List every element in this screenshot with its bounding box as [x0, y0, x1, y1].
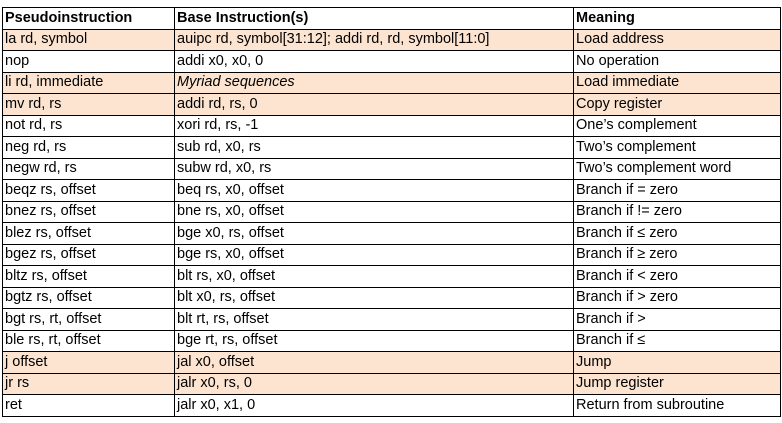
meaning-cell: Branch if ≤	[574, 330, 781, 352]
header-meaning: Meaning	[574, 8, 781, 30]
meaning-cell: Branch if > zero	[574, 287, 781, 309]
table-row	[3, 158, 781, 180]
table-row	[3, 51, 781, 73]
pseudoinstruction-cell: mv rd, rs	[3, 94, 175, 116]
meaning-cell: Copy register	[574, 94, 781, 116]
meaning-cell: Branch if ≥ zero	[574, 244, 781, 266]
base-instruction-cell: blt x0, rs, offset	[175, 287, 574, 309]
meaning-cell: Jump register	[574, 373, 781, 395]
pseudoinstruction-cell: neg rd, rs	[3, 137, 175, 159]
meaning-cell: Jump	[574, 352, 781, 374]
table-row	[3, 330, 781, 352]
base-instruction-cell: auipc rd, symbol[31:12]; addi rd, rd, symbol[11:0]	[175, 29, 574, 51]
meaning-cell: Branch if != zero	[574, 201, 781, 223]
table-row	[3, 287, 781, 309]
base-instruction-cell: bge x0, rs, offset	[175, 223, 574, 245]
header-pseudoinstruction: Pseudoinstruction	[3, 8, 175, 30]
pseudoinstruction-cell: bgtz rs, offset	[3, 287, 175, 309]
base-instruction-cell: bge rs, x0, offset	[175, 244, 574, 266]
table-row	[3, 137, 781, 159]
table-row	[3, 29, 781, 51]
table-row	[3, 352, 781, 374]
table-row	[3, 94, 781, 116]
pseudoinstruction-cell: negw rd, rs	[3, 158, 175, 180]
base-instruction-cell: blt rs, x0, offset	[175, 266, 574, 288]
base-instruction-cell: addi x0, x0, 0	[175, 51, 574, 73]
pseudoinstruction-cell: bgez rs, offset	[3, 244, 175, 266]
pseudoinstruction-cell: bgt rs, rt, offset	[3, 309, 175, 331]
table-row	[3, 266, 781, 288]
meaning-cell: Branch if = zero	[574, 180, 781, 202]
base-instruction-cell: blt rt, rs, offset	[175, 309, 574, 331]
header-row	[3, 8, 781, 30]
table-row	[3, 201, 781, 223]
base-instruction-cell: xori rd, rs, -1	[175, 115, 574, 137]
meaning-cell: Branch if ≤ zero	[574, 223, 781, 245]
base-instruction-cell: addi rd, rs, 0	[175, 94, 574, 116]
pseudoinstruction-cell: beqz rs, offset	[3, 180, 175, 202]
table-row	[3, 373, 781, 395]
pseudoinstruction-cell: jr rs	[3, 373, 175, 395]
base-instruction-cell: jalr x0, x1, 0	[175, 395, 574, 417]
pseudoinstruction-table	[2, 7, 781, 417]
table-container	[2, 7, 781, 417]
meaning-cell: Load address	[574, 29, 781, 51]
table-row	[3, 395, 781, 417]
base-instruction-cell: subw rd, x0, rs	[175, 158, 574, 180]
base-instruction-cell: jalr x0, rs, 0	[175, 373, 574, 395]
pseudoinstruction-cell: blez rs, offset	[3, 223, 175, 245]
table-row	[3, 72, 781, 94]
pseudoinstruction-cell: ret	[3, 395, 175, 417]
meaning-cell: Load immediate	[574, 72, 781, 94]
meaning-cell: Branch if < zero	[574, 266, 781, 288]
base-instruction-cell: beq rs, x0, offset	[175, 180, 574, 202]
meaning-cell: No operation	[574, 51, 781, 73]
base-instruction-cell: sub rd, x0, rs	[175, 137, 574, 159]
pseudoinstruction-cell: ble rs, rt, offset	[3, 330, 175, 352]
table-row	[3, 180, 781, 202]
base-instruction-cell: bne rs, x0, offset	[175, 201, 574, 223]
pseudoinstruction-cell: not rd, rs	[3, 115, 175, 137]
header-base-instructions: Base Instruction(s)	[175, 8, 574, 30]
base-instruction-cell: Myriad sequences	[175, 72, 574, 94]
pseudoinstruction-cell: nop	[3, 51, 175, 73]
table-row	[3, 223, 781, 245]
pseudoinstruction-cell: la rd, symbol	[3, 29, 175, 51]
table-row	[3, 309, 781, 331]
pseudoinstruction-cell: bltz rs, offset	[3, 266, 175, 288]
table-row	[3, 115, 781, 137]
pseudoinstruction-cell: bnez rs, offset	[3, 201, 175, 223]
meaning-cell: Two’s complement word	[574, 158, 781, 180]
table-row	[3, 244, 781, 266]
meaning-cell: One’s complement	[574, 115, 781, 137]
pseudoinstruction-cell: j offset	[3, 352, 175, 374]
base-instruction-cell: jal x0, offset	[175, 352, 574, 374]
meaning-cell: Two’s complement	[574, 137, 781, 159]
meaning-cell: Return from subroutine	[574, 395, 781, 417]
meaning-cell: Branch if >	[574, 309, 781, 331]
table-body	[3, 29, 781, 416]
pseudoinstruction-cell: li rd, immediate	[3, 72, 175, 94]
base-instruction-cell: bge rt, rs, offset	[175, 330, 574, 352]
